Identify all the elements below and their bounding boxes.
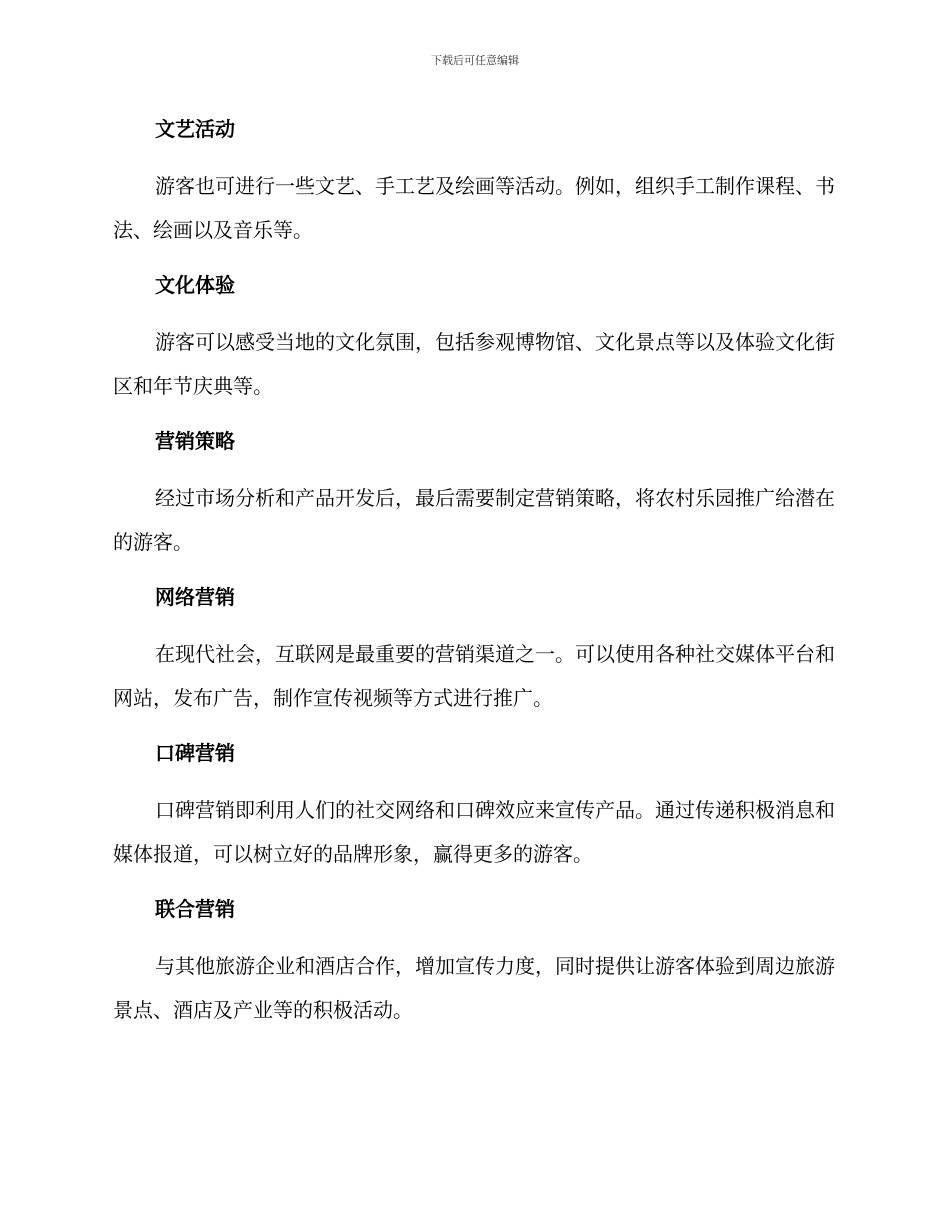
section-body: 游客也可进行一些文艺、手工艺及绘画等活动。例如，组织手工制作课程、书法、绘画以及音乐等。 xyxy=(113,174,835,242)
section-cultural-experience xyxy=(113,268,838,408)
section-body: 游客可以感受当地的文化氛围，包括参观博物馆、文化景点等以及体验文化街区和年节庆典等。 xyxy=(113,330,835,398)
section-heading: 网络营销 xyxy=(155,585,235,609)
section-marketing-strategy xyxy=(113,424,838,564)
section-heading: 营销策略 xyxy=(155,429,235,453)
section-body: 口碑营销即利用人们的社交网络和口碑效应来宣传产品。通过传递积极消息和媒体报道，可以树立好的品牌形象，赢得更多的游客。 xyxy=(113,798,835,866)
header-note: 下载后可任意编辑 xyxy=(431,54,519,67)
section-heading: 文艺活动 xyxy=(155,117,235,141)
section-joint-marketing xyxy=(113,892,838,1032)
document-content xyxy=(113,112,838,1048)
section-word-of-mouth-marketing xyxy=(113,736,838,876)
section-body: 与其他旅游企业和酒店合作，增加宣传力度，同时提供让游客体验到周边旅游景点、酒店及产业等的积极活动。 xyxy=(113,954,835,1022)
section-heading: 文化体验 xyxy=(155,273,235,297)
section-body: 经过市场分析和产品开发后，最后需要制定营销策略，将农村乐园推广给潜在的游客。 xyxy=(113,486,835,554)
section-body: 在现代社会，互联网是最重要的营销渠道之一。可以使用各种社交媒体平台和网站，发布广告，制作宣传视频等方式进行推广。 xyxy=(113,642,835,710)
section-heading: 联合营销 xyxy=(155,897,235,921)
section-online-marketing xyxy=(113,580,838,720)
section-heading: 口碑营销 xyxy=(155,741,235,765)
section-arts-activities xyxy=(113,112,838,252)
